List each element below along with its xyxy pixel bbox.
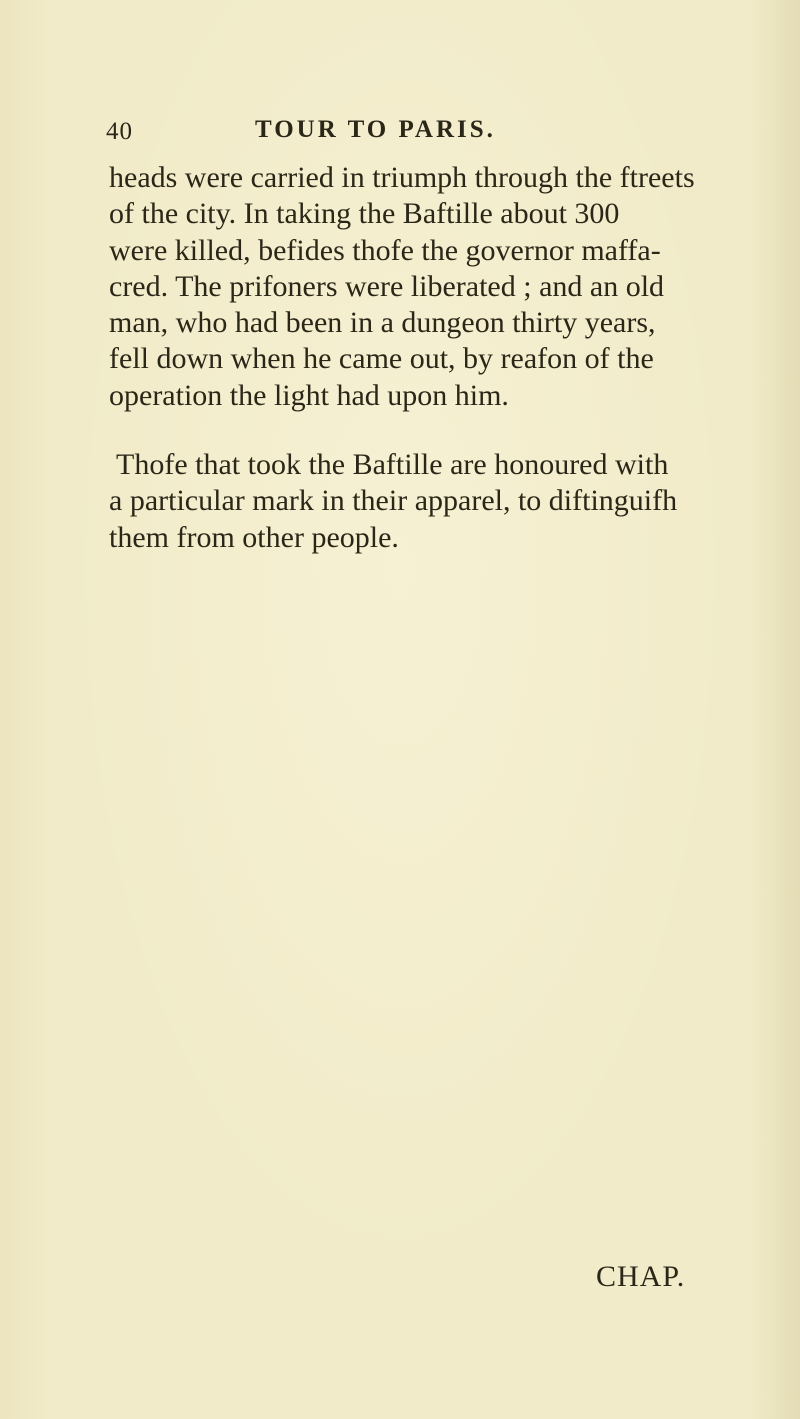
text-line: operation the light had upon him.	[109, 378, 509, 412]
running-title: TOUR TO PARIS.	[255, 116, 496, 143]
text-line: man, who had been in a dungeon thirty years,	[109, 306, 656, 340]
text-line: fell down when he came out, by reafon of the	[109, 342, 654, 376]
paragraph-1	[109, 160, 709, 414]
text-line: were killed, befides thofe the governor maffa-	[109, 233, 661, 267]
text-line: of the city. In taking the Baftille about 300	[109, 197, 620, 231]
text-line: a particular mark in their apparel, to diftinguifh	[109, 484, 678, 518]
catchword: CHAP.	[596, 1260, 686, 1293]
paragraph-2	[109, 447, 709, 556]
page-number: 40	[106, 118, 133, 145]
text-line: heads were carried in triumph through the ftreets	[109, 161, 695, 194]
text-line: them from other people.	[109, 520, 399, 554]
text-line: Thofe that took the Baftille are honoured with	[116, 448, 669, 481]
text-line: cred. The prifoners were liberated ; and an old	[109, 269, 665, 303]
